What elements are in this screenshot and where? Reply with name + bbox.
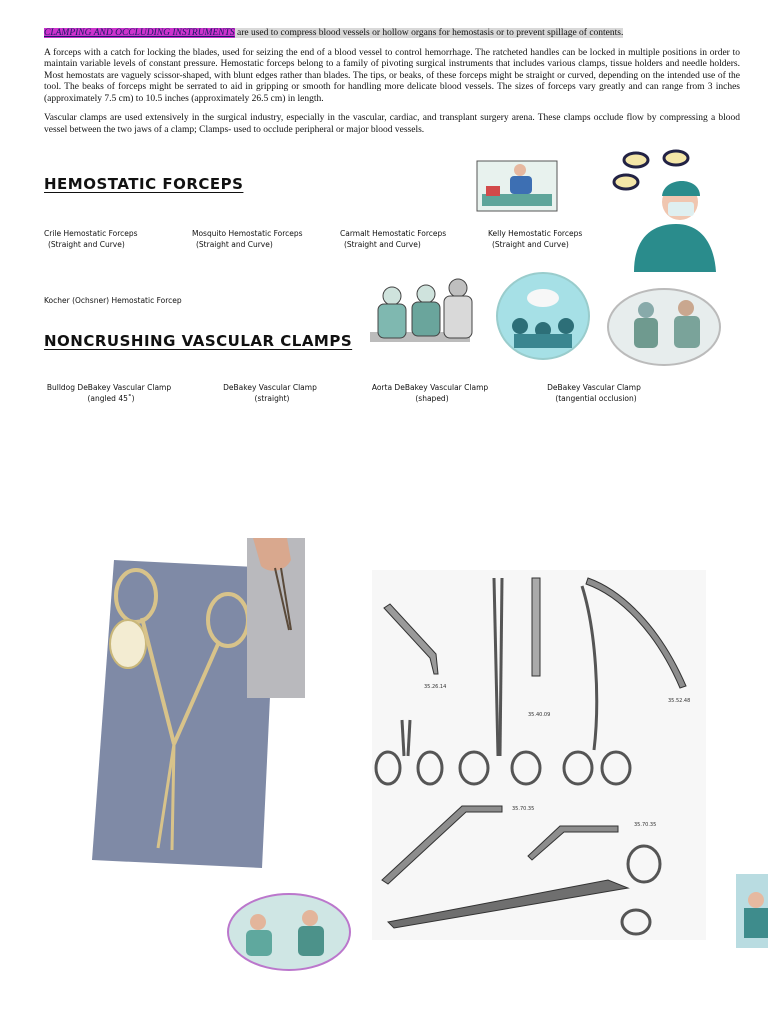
surgeons-circle-image [606,286,722,368]
label-name: Bulldog DeBakey Vascular Clamp [46,383,172,392]
label-sub: (Straight and Curve) [196,239,273,249]
label-sub: (shaped) [415,393,449,403]
heading-vascular: NONCRUSHING VASCULAR CLAMPS [44,332,353,350]
catalog-code: 35.40.09 [528,712,551,718]
label-sub: (Straight and Curve) [344,239,421,249]
label-name: Mosquito Hemostatic Forceps [192,229,303,238]
label-sub: (Straight and Curve) [492,239,569,249]
label-mosquito [192,229,303,250]
label-bulldog [44,383,174,404]
catalog-code: 35.26.14 [424,684,447,690]
label-name: DeBakey Vascular Clamp [223,383,317,392]
vascular-clamps-diagram [372,570,706,940]
label-aorta [368,383,492,404]
highlight-term: CLAMPING AND OCCLUDING INSTRUMENTS [44,28,235,38]
surgeons-bottom-circle-image [226,892,352,972]
catalog-code: 35.70.35 [512,806,535,812]
masked-surgeon-clipart-image [604,146,722,276]
intro-lead [44,28,740,40]
label-crile [44,229,138,250]
hand-forceps-photo [247,538,305,698]
intro-text [44,28,740,145]
heading-hemostatic: HEMOSTATIC FORCEPS [44,175,244,193]
edge-clipart-image [736,874,768,948]
label-debakey-straight [220,383,320,404]
catalog-code: 35.70.35 [634,822,657,828]
label-sub: (straight) [254,393,290,403]
label-name: Aorta DeBakey Vascular Clamp [371,383,489,392]
paragraph-vascular: Vascular clamps are used extensively in the surgical industry, especially in the vascular, cardiac, and transplant surgery arena. These clamps occlude flow by compressing a blood vessel between the two jaws of a clamp; Clamps- used to occlude peripheral or major blood vessels. [44,113,740,136]
label-sub: (angled 45˚) [87,393,135,403]
label-carmalt [340,229,446,250]
label-kocher: Kocher (Ochsner) Hemostatic Forcep [44,296,182,305]
label-sub: (tangential occlusion) [555,393,637,403]
label-tangential [546,383,642,404]
catalog-code: 35.52.48 [668,698,691,704]
label-sub: (Straight and Curve) [48,239,125,249]
label-kelly [488,229,582,250]
label-name: Kelly Hemostatic Forceps [488,229,583,238]
surgical-team-clipart-image [360,274,480,358]
label-name: DeBakey Vascular Clamp [547,383,641,392]
lead-rest: are used to compress blood vessels or hollow organs for hemostasis or to prevent spillage of contents. [234,28,624,38]
operating-room-circle-image [494,270,592,362]
paragraph-forceps: A forceps with a catch for locking the blades, used for seizing the end of a blood vessel to control hemorrhage. The ratcheted handles can be locked in multiple positions in order to maintain variable levels of constant pressure. Hemostatic forceps belong to a family of pivoting surgical instruments that includes various clamps, tissue holders and needle holders. Most hemostats are vaguely scissor-shaped, with blunt edges rather than blades. The tips, or beaks, of these forceps might be straight or curved, depending on the intended use of the tool. The beaks of forceps might be serrated to aid in gripping or smooth for handling more delicate blood vessels. The sizes of forceps vary greatly and can range from 3 inches (approximately 7.5 cm) to 10.5 inches (approximately 26.5 cm) in length. [44,47,740,104]
label-name: Carmalt Hemostatic Forceps [340,229,447,238]
surgeon-clipart-image [476,160,558,212]
label-name: Crile Hemostatic Forceps [44,229,138,238]
